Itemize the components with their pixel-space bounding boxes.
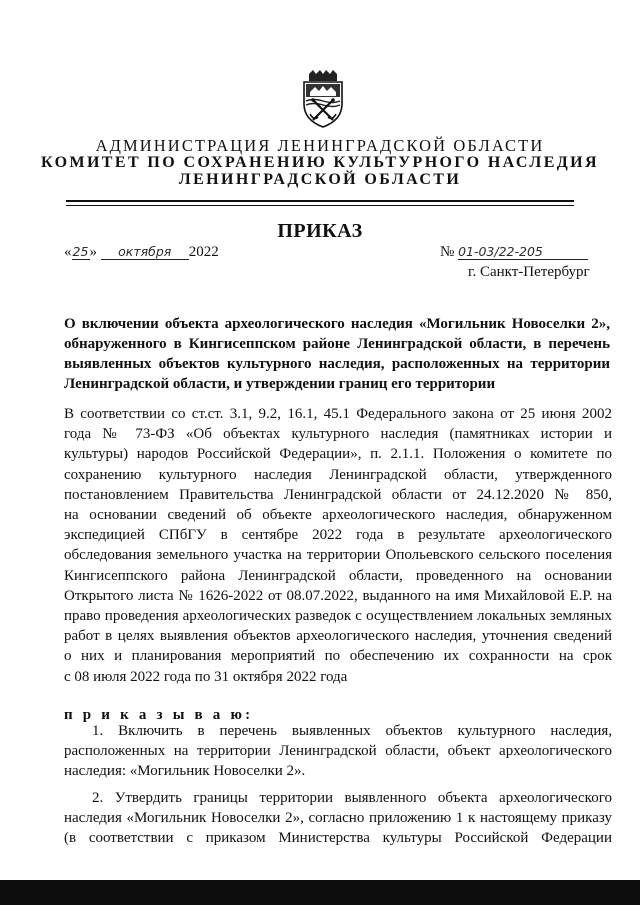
preamble-line: работ в целях выявления объектов археологического наследия, уточнения сведений xyxy=(64,628,612,645)
preamble-line: экспедицией СПбГУ в сентябре 2022 года в результате археологического xyxy=(64,527,612,544)
preamble-line: право проведения археологических разведок с осуществлением локальных земляных xyxy=(64,608,612,625)
subject-line: выявленных объектов культурного наследия, расположенных на территории xyxy=(64,356,610,372)
item-line: 1. Включить в перечень выявленных объектов культурного наследия, xyxy=(92,723,612,739)
preamble-paragraph xyxy=(64,404,612,687)
date-day: 25 xyxy=(72,244,89,259)
date-year: 2022 xyxy=(188,244,219,260)
committee-region: ЛЕНИНГРАДСКОЙ ОБЛАСТИ xyxy=(178,171,462,188)
subject-line: Ленинградской области, и утверждении границ его территории xyxy=(64,376,496,392)
administration-title: АДМИНИСТРАЦИЯ ЛЕНИНГРАДСКОЙ ОБЛАСТИ xyxy=(95,136,545,155)
committee-title: КОМИТЕТ ПО СОХРАНЕНИЮ КУЛЬТУРНОГО НАСЛЕДИЯ xyxy=(41,154,599,171)
preamble-line: постановлением Правительства Ленинградской области от 24.12.2020 № 850, xyxy=(64,486,612,503)
preamble-line: обследования земельного участка на территории Опольевского сельского поселения xyxy=(64,547,612,564)
subject-line: О включении объекта археологического наследия «Могильник Новоселки 2», xyxy=(64,316,610,332)
date-quote-close: » xyxy=(89,244,97,260)
order-items xyxy=(64,721,612,848)
preamble-line: сохранению культурного наследия Ленинградской области, утвержденного xyxy=(64,466,612,483)
item-line: расположенных на территории Ленинградской области, объект археологического xyxy=(64,743,612,760)
preamble-line: с 08 июля 2022 года по 31 октября 2022 года xyxy=(64,668,348,685)
header-rule-thin xyxy=(66,205,574,206)
item-line: наследия: «Могильник Новоселки 2». xyxy=(64,763,306,780)
header-rule-thick xyxy=(66,200,574,202)
order-date xyxy=(64,244,219,261)
item-line: наследия «Могильник Новоселки 2», согласно приложению 1 к настоящему приказу xyxy=(64,809,612,826)
number-value: 01-03/22-205 xyxy=(458,244,588,260)
subject-line: обнаруженного в Кингисеппском районе Ленинградской области, в перечень xyxy=(64,336,610,352)
item-line: 2. Утвердить границы территории выявленного объекта археологического xyxy=(92,789,612,806)
preamble-line: о них и планирования мероприятий по обеспечению их сохранности на срок xyxy=(64,648,612,665)
preamble-line: на основании сведений об объекте археологического наследия, обнаруженном xyxy=(64,507,612,524)
coat-of-arms-icon xyxy=(301,70,345,128)
ordering-word: п р и к а з ы в а ю: xyxy=(64,707,254,723)
number-label: № xyxy=(440,244,455,260)
order-subject xyxy=(64,314,610,394)
date-month: октября xyxy=(101,244,189,260)
item-line: (в соответствии с приказом Министерства культуры Российской Федерации xyxy=(64,830,612,847)
order-city: г. Санкт-Петербург xyxy=(468,264,590,280)
preamble-line: Кингисеппского района Ленинградской области, проведенного на основании xyxy=(64,567,612,584)
date-quote-open: « xyxy=(64,244,72,260)
preamble-line: В соответствии со ст.ст. 3.1, 9.2, 16.1, 45.1 Федерального закона от 25 июня 2002 xyxy=(64,406,612,422)
preamble-line: культуры) народов Российской Федерации», п. 2.1.1. Положения о комитете по xyxy=(64,446,612,463)
order-title: ПРИКАЗ xyxy=(277,220,363,242)
scan-edge-bar xyxy=(0,880,640,905)
preamble-line: года № 73-ФЗ «Об объектах культурного наследия (памятниках истории и xyxy=(64,426,612,443)
order-number xyxy=(440,244,588,261)
preamble-line: Открытого листа № 1626-2022 от 08.07.2022, выданного на имя Михайловой Е.Р. на xyxy=(64,587,612,604)
